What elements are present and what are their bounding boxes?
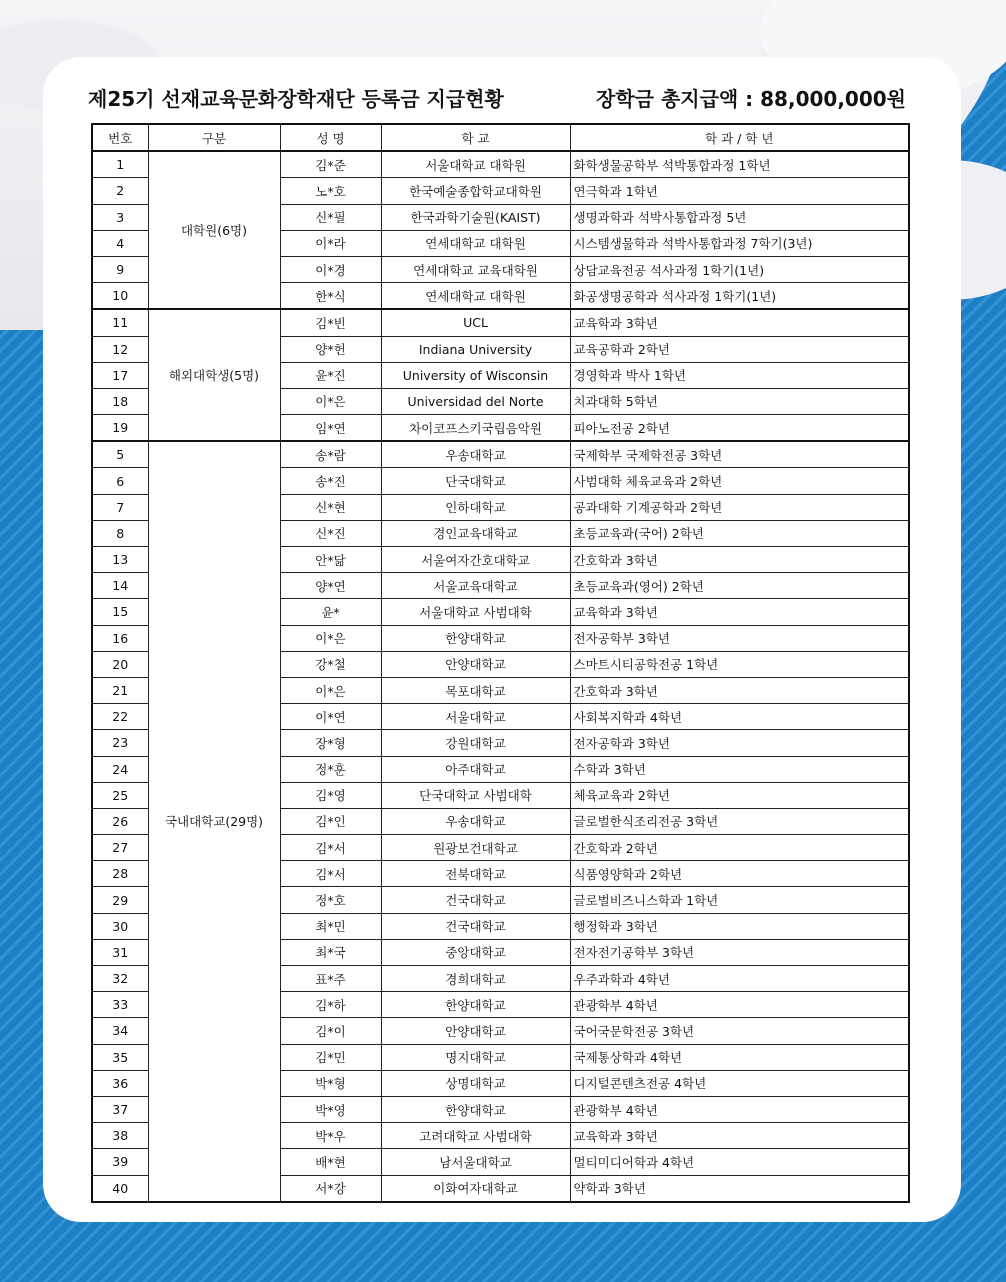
row-name: 김*인	[280, 808, 381, 834]
row-name: 신*필	[280, 204, 381, 230]
row-major: 약학과 3학년	[570, 1175, 909, 1202]
row-school: University of Wisconsin	[381, 362, 570, 388]
row-number: 9	[92, 256, 148, 282]
row-name: 이*경	[280, 256, 381, 282]
row-number: 35	[92, 1044, 148, 1070]
row-major: 국제통상학과 4학년	[570, 1044, 909, 1070]
row-name: 강*철	[280, 651, 381, 677]
row-major: 글로벌비즈니스학과 1학년	[570, 887, 909, 913]
row-number: 34	[92, 1018, 148, 1044]
row-major: 화공생명공학과 석사과정 1학기(1년)	[570, 283, 909, 310]
row-major: 국어국문학전공 3학년	[570, 1018, 909, 1044]
row-school: Universidad del Norte	[381, 388, 570, 414]
row-number: 24	[92, 756, 148, 782]
row-major: 화학생물공학부 석박통합과정 1학년	[570, 151, 909, 178]
row-major: 초등교육과(영어) 2학년	[570, 573, 909, 599]
row-major: 교육학과 3학년	[570, 309, 909, 336]
row-number: 23	[92, 730, 148, 756]
table-row	[92, 441, 909, 468]
row-major: 관광학부 4학년	[570, 992, 909, 1018]
row-number: 20	[92, 651, 148, 677]
row-number: 17	[92, 362, 148, 388]
row-major: 간호학과 3학년	[570, 677, 909, 703]
row-name: 최*민	[280, 913, 381, 939]
row-school: 한국예술종합학교대학원	[381, 178, 570, 204]
row-name: 송*람	[280, 441, 381, 468]
row-school: 안양대학교	[381, 651, 570, 677]
row-name: 이*은	[280, 625, 381, 651]
row-name: 김*하	[280, 992, 381, 1018]
row-school: 한양대학교	[381, 625, 570, 651]
row-major: 피아노전공 2학년	[570, 415, 909, 442]
row-name: 서*강	[280, 1175, 381, 1202]
header-category: 구분	[148, 124, 280, 151]
row-name: 신*진	[280, 520, 381, 546]
row-name: 임*연	[280, 415, 381, 442]
row-major: 간호학과 3학년	[570, 547, 909, 573]
row-school: 경희대학교	[381, 966, 570, 992]
row-major: 멀티미디어학과 4학년	[570, 1149, 909, 1175]
row-category: 국내대학교(29명)	[148, 441, 280, 1201]
row-name: 김*준	[280, 151, 381, 178]
row-name: 박*형	[280, 1070, 381, 1096]
row-major: 교육공학과 2학년	[570, 336, 909, 362]
row-number: 5	[92, 441, 148, 468]
row-number: 31	[92, 939, 148, 965]
row-name: 윤*	[280, 599, 381, 625]
row-number: 18	[92, 388, 148, 414]
row-name: 김*빈	[280, 309, 381, 336]
row-name: 최*국	[280, 939, 381, 965]
row-major: 행정학과 3학년	[570, 913, 909, 939]
row-number: 29	[92, 887, 148, 913]
row-name: 김*이	[280, 1018, 381, 1044]
row-school: 남서울대학교	[381, 1149, 570, 1175]
row-major: 간호학과 2학년	[570, 835, 909, 861]
scholarship-table	[91, 123, 910, 1203]
row-major: 우주과학과 4학년	[570, 966, 909, 992]
row-major: 사범대학 체육교육과 2학년	[570, 468, 909, 494]
row-number: 40	[92, 1175, 148, 1202]
row-school: 단국대학교	[381, 468, 570, 494]
row-number: 21	[92, 677, 148, 703]
row-number: 1	[92, 151, 148, 178]
row-school: 연세대학교 교육대학원	[381, 256, 570, 282]
row-name: 양*연	[280, 573, 381, 599]
row-school: 서울여자간호대학교	[381, 547, 570, 573]
row-name: 정*훈	[280, 756, 381, 782]
row-name: 배*현	[280, 1149, 381, 1175]
row-school: 차이코프스키국립음악원	[381, 415, 570, 442]
row-number: 2	[92, 178, 148, 204]
row-number: 30	[92, 913, 148, 939]
table-row	[92, 309, 909, 336]
row-school: 강원대학교	[381, 730, 570, 756]
row-name: 노*호	[280, 178, 381, 204]
row-school: 서울대학교 대학원	[381, 151, 570, 178]
header-school: 학 교	[381, 124, 570, 151]
row-school: 아주대학교	[381, 756, 570, 782]
row-major: 관광학부 4학년	[570, 1096, 909, 1122]
row-school: 한국과학기술원(KAIST)	[381, 204, 570, 230]
row-number: 27	[92, 835, 148, 861]
row-school: 우송대학교	[381, 441, 570, 468]
row-name: 정*호	[280, 887, 381, 913]
row-major: 수학과 3학년	[570, 756, 909, 782]
row-name: 이*은	[280, 677, 381, 703]
row-major: 글로벌한식조리전공 3학년	[570, 808, 909, 834]
row-number: 38	[92, 1123, 148, 1149]
row-name: 이*연	[280, 704, 381, 730]
row-school: 우송대학교	[381, 808, 570, 834]
row-school: 전북대학교	[381, 861, 570, 887]
row-major: 치과대학 5학년	[570, 388, 909, 414]
row-name: 한*식	[280, 283, 381, 310]
table-row	[92, 151, 909, 178]
row-name: 김*영	[280, 782, 381, 808]
row-number: 12	[92, 336, 148, 362]
row-major: 연극학과 1학년	[570, 178, 909, 204]
row-school: 안양대학교	[381, 1018, 570, 1044]
table-header-row	[92, 124, 909, 151]
row-name: 윤*진	[280, 362, 381, 388]
row-name: 이*은	[280, 388, 381, 414]
row-name: 송*진	[280, 468, 381, 494]
row-school: 건국대학교	[381, 913, 570, 939]
row-number: 13	[92, 547, 148, 573]
row-number: 39	[92, 1149, 148, 1175]
row-number: 36	[92, 1070, 148, 1096]
row-number: 3	[92, 204, 148, 230]
row-name: 김*서	[280, 861, 381, 887]
row-major: 상담교육전공 석사과정 1학기(1년)	[570, 256, 909, 282]
row-number: 15	[92, 599, 148, 625]
row-school: 목포대학교	[381, 677, 570, 703]
row-major: 스마트시티공학전공 1학년	[570, 651, 909, 677]
row-number: 22	[92, 704, 148, 730]
row-number: 7	[92, 494, 148, 520]
row-major: 초등교육과(국어) 2학년	[570, 520, 909, 546]
row-number: 37	[92, 1096, 148, 1122]
row-name: 신*현	[280, 494, 381, 520]
row-school: 한양대학교	[381, 992, 570, 1018]
row-number: 4	[92, 230, 148, 256]
table-group	[92, 441, 909, 1201]
row-school: 연세대학교 대학원	[381, 283, 570, 310]
row-school: 상명대학교	[381, 1070, 570, 1096]
row-number: 28	[92, 861, 148, 887]
row-name: 박*우	[280, 1123, 381, 1149]
row-major: 식품영양학과 2학년	[570, 861, 909, 887]
row-major: 생명과학과 석박사통합과정 5년	[570, 204, 909, 230]
header-major: 학 과 / 학 년	[570, 124, 909, 151]
row-school: 인하대학교	[381, 494, 570, 520]
row-school: 단국대학교 사범대학	[381, 782, 570, 808]
row-school: 명지대학교	[381, 1044, 570, 1070]
row-school: UCL	[381, 309, 570, 336]
row-major: 경영학과 박사 1학년	[570, 362, 909, 388]
row-category: 대학원(6명)	[148, 151, 280, 309]
row-school: 한양대학교	[381, 1096, 570, 1122]
row-name: 표*주	[280, 966, 381, 992]
row-name: 박*영	[280, 1096, 381, 1122]
row-major: 체육교육과 2학년	[570, 782, 909, 808]
row-name: 이*라	[280, 230, 381, 256]
row-number: 32	[92, 966, 148, 992]
row-major: 공과대학 기계공학과 2학년	[570, 494, 909, 520]
row-number: 8	[92, 520, 148, 546]
row-school: 중앙대학교	[381, 939, 570, 965]
total-amount: 장학금 총지급액 : 88,000,000원	[596, 87, 906, 111]
row-major: 교육학과 3학년	[570, 599, 909, 625]
row-major: 교육학과 3학년	[570, 1123, 909, 1149]
row-number: 25	[92, 782, 148, 808]
row-number: 16	[92, 625, 148, 651]
row-school: 서울대학교 사범대학	[381, 599, 570, 625]
row-school: 고려대학교 사범대학	[381, 1123, 570, 1149]
row-major: 디지털콘텐츠전공 4학년	[570, 1070, 909, 1096]
row-number: 33	[92, 992, 148, 1018]
row-name: 안*닮	[280, 547, 381, 573]
row-name: 장*형	[280, 730, 381, 756]
row-school: 서울대학교	[381, 704, 570, 730]
row-school: 원광보건대학교	[381, 835, 570, 861]
page-title: 제25기 선재교육문화장학재단 등록금 지급현황	[88, 87, 504, 111]
row-number: 19	[92, 415, 148, 442]
row-school: 경인교육대학교	[381, 520, 570, 546]
row-name: 김*민	[280, 1044, 381, 1070]
row-major: 전자공학부 3학년	[570, 625, 909, 651]
row-major: 국제학부 국제학전공 3학년	[570, 441, 909, 468]
row-major: 시스템생물학과 석박사통합과정 7학기(3년)	[570, 230, 909, 256]
row-name: 김*서	[280, 835, 381, 861]
row-school: 연세대학교 대학원	[381, 230, 570, 256]
row-school: 서울교육대학교	[381, 573, 570, 599]
row-category: 해외대학생(5명)	[148, 309, 280, 441]
row-school: 이화여자대학교	[381, 1175, 570, 1202]
table-group	[92, 309, 909, 441]
header-number: 번호	[92, 124, 148, 151]
row-number: 10	[92, 283, 148, 310]
row-name: 양*헌	[280, 336, 381, 362]
row-number: 6	[92, 468, 148, 494]
row-school: 건국대학교	[381, 887, 570, 913]
row-school: Indiana University	[381, 336, 570, 362]
row-number: 26	[92, 808, 148, 834]
row-major: 사회복지학과 4학년	[570, 704, 909, 730]
table-group	[92, 151, 909, 309]
header-name: 성 명	[280, 124, 381, 151]
row-major: 전자전기공학부 3학년	[570, 939, 909, 965]
row-major: 전자공학과 3학년	[570, 730, 909, 756]
row-number: 14	[92, 573, 148, 599]
row-number: 11	[92, 309, 148, 336]
